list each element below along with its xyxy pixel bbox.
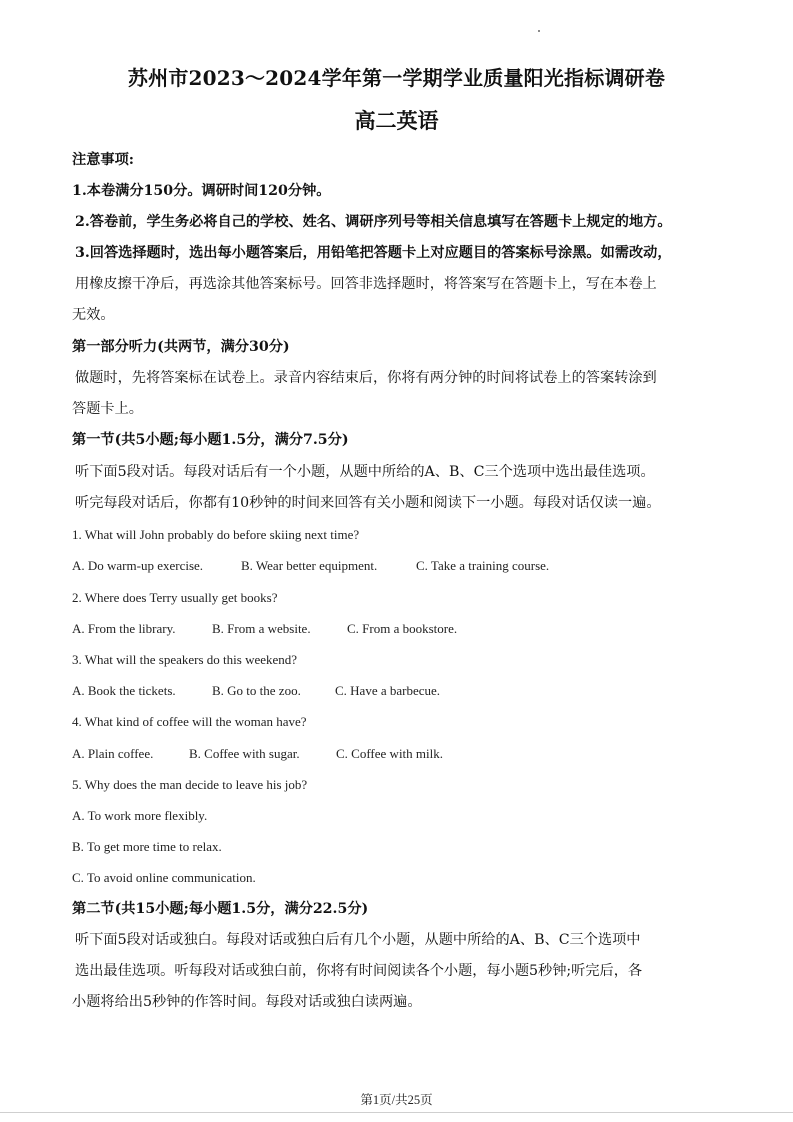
part1-heading: 第一部分听力(共两节，满分30分) bbox=[72, 339, 290, 355]
bottom-divider bbox=[0, 1112, 793, 1113]
question-5-option-b: B. To get more time to relax. bbox=[72, 839, 222, 854]
section1-heading: 第一节(共5小题;每小题1.5分，满分7.5分) bbox=[72, 432, 349, 448]
question-3-option-a: A. Book the tickets. bbox=[72, 683, 176, 698]
note-3-line-3: 无效。 bbox=[72, 307, 115, 323]
exam-subject: 高二英语 bbox=[354, 108, 439, 133]
section2-intro-line-3: 小题将给出5秒钟的作答时间。每段对话或独白读两遍。 bbox=[72, 994, 422, 1010]
note-1: 1.本卷满分150分。调研时间120分钟。 bbox=[72, 183, 331, 199]
question-2-option-c: C. From a bookstore. bbox=[347, 621, 458, 636]
question-1-option-b: B. Wear better equipment. bbox=[241, 558, 378, 573]
section2-heading: 第二节(共15小题;每小题1.5分，满分22.5分) bbox=[72, 901, 369, 917]
question-5-stem: 5. Why does the man decide to leave his job? bbox=[72, 777, 308, 792]
question-5-option-a: A. To work more flexibly. bbox=[72, 808, 208, 823]
question-2-stem: 2. Where does Terry usually get books? bbox=[72, 590, 278, 605]
note-3-line-2: 用橡皮擦干净后，再选涂其他答案标号。回答非选择题时，将答案写在答题卡上，写在本卷上 bbox=[75, 276, 657, 292]
note-3-line-1: 3.回答选择题时，选出每小题答案后，用铅笔把答题卡上对应题目的答案标号涂黑。如需改动， bbox=[75, 245, 672, 261]
question-4-option-a: A. Plain coffee. bbox=[72, 746, 154, 761]
section1-intro-line-2: 听完每段对话后，你都有10秒钟的时间来回答有关小题和阅读下一小题。每段对话仅读一遍。 bbox=[75, 495, 661, 511]
question-3-option-c: C. Have a barbecue. bbox=[335, 683, 441, 698]
question-5-option-c: C. To avoid online communication. bbox=[72, 870, 256, 885]
question-2-option-a: A. From the library. bbox=[72, 621, 176, 636]
question-4-option-b: B. Coffee with sugar. bbox=[189, 746, 300, 761]
question-1-option-c: C. Take a training course. bbox=[416, 558, 550, 573]
section2-intro-line-1: 听下面5段对话或独白。每段对话或独白后有几个小题，从题中所给的A、B、C三个选项中 bbox=[75, 932, 641, 948]
question-3-option-b: B. Go to the zoo. bbox=[212, 683, 301, 698]
exam-title: 苏州市2023～2024学年第一学期学业质量阳光指标调研卷 bbox=[127, 66, 666, 90]
question-3-stem: 3. What will the speakers do this weekend? bbox=[72, 652, 298, 667]
note-2: 2.答卷前，学生务必将自己的学校、姓名、调研序列号等相关信息填写在答题卡上规定的地方。 bbox=[75, 214, 672, 230]
question-2-option-b: B. From a website. bbox=[212, 621, 311, 636]
part1-intro-line-1: 做题时，先将答案标在试卷上。录音内容结束后，你将有两分钟的时间将试卷上的答案转涂到 bbox=[75, 370, 657, 386]
question-1-option-a: A. Do warm-up exercise. bbox=[72, 558, 204, 573]
question-4-stem: 4. What kind of coffee will the woman have? bbox=[72, 714, 307, 729]
question-4-option-c: C. Coffee with milk. bbox=[336, 746, 444, 761]
section1-intro-line-1: 听下面5段对话。每段对话后有一个小题，从题中所给的A、B、C三个选项中选出最佳选项。 bbox=[75, 464, 655, 480]
section2-intro-line-2: 选出最佳选项。听每段对话或独白前，你将有时间阅读各个小题，每小题5秒钟;听完后，各 bbox=[75, 963, 643, 979]
scan-dot bbox=[538, 30, 540, 32]
question-1-stem: 1. What will John probably do before skiing next time? bbox=[72, 527, 360, 542]
notes-heading: 注意事项: bbox=[72, 152, 134, 168]
page-number: 第1页/共25页 bbox=[360, 1093, 433, 1107]
part1-intro-line-2: 答题卡上。 bbox=[72, 401, 143, 417]
